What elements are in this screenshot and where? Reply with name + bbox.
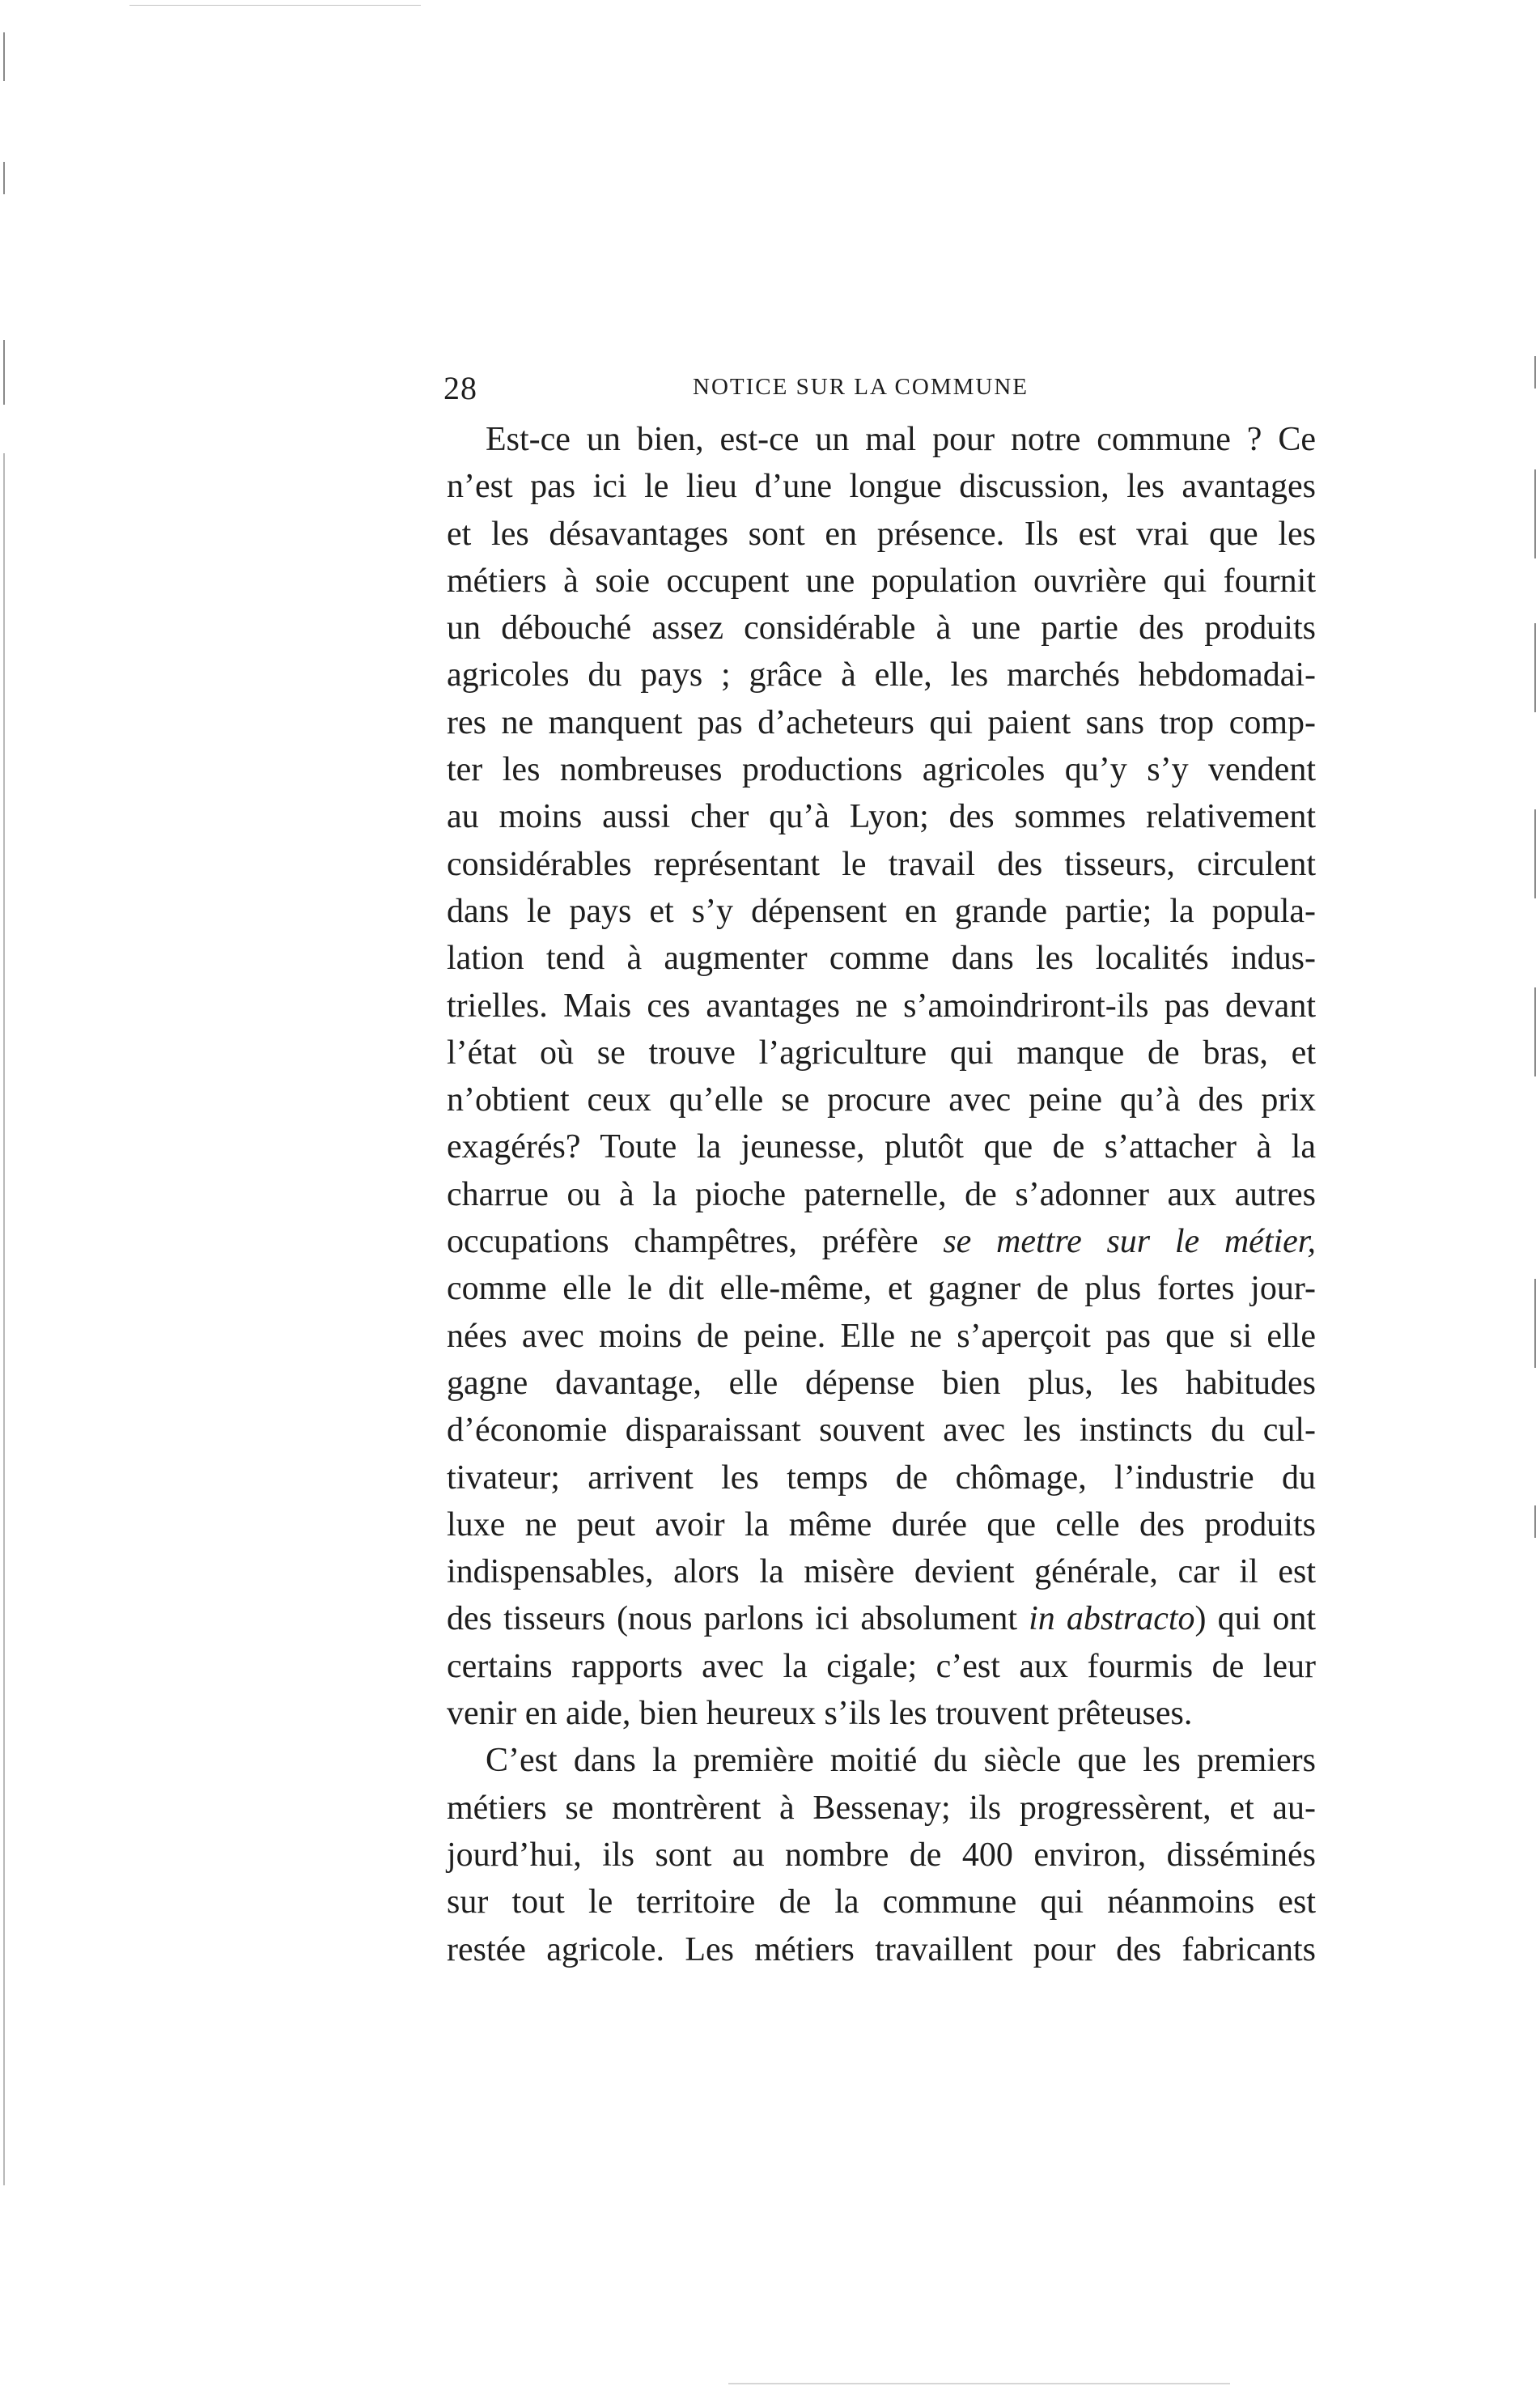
text-line: n’obtient ceux qu’elle se procure avec peine qu’à des prix — [447, 1081, 1316, 1119]
text-line: un débouché assez considérable à une partie des produits — [447, 609, 1316, 648]
running-title: NOTICE SUR LA COMMUNE — [693, 374, 1029, 400]
text-line: métiers à soie occupent une population ouvrière qui fournit — [447, 562, 1316, 600]
text-line: comme elle le dit elle-même, et gagner de plus fortes jour- — [447, 1270, 1316, 1308]
scan-edge-mark — [1534, 987, 1536, 1076]
text-line: et les désavantages sont en présence. Ils est vrai que les — [447, 515, 1316, 553]
scan-edge-mark — [3, 162, 5, 194]
body-text — [447, 416, 1316, 1973]
scan-edge-mark — [1534, 469, 1536, 558]
scan-edge-mark — [3, 340, 5, 405]
text-line: agricoles du pays ; grâce à elle, les marchés hebdomadai- — [447, 656, 1316, 694]
text-line: dans le pays et s’y dépensent en grande partie; la popula- — [447, 892, 1316, 930]
scan-edge-mark — [1534, 356, 1536, 389]
italic-phrase: in abstracto — [1029, 1600, 1195, 1638]
text-segment: des tisseurs (nous parlons ici absolument — [447, 1600, 1029, 1638]
text-line: C’est dans la première moitié du siècle que les premiers — [486, 1742, 1316, 1780]
text-line: nées avec moins de peine. Elle ne s’aperçoit pas que si elle — [447, 1317, 1316, 1355]
text-line: considérables représentant le travail des tisseurs, circulent — [447, 845, 1316, 883]
text-segment: ) qui ont — [1194, 1600, 1316, 1638]
italic-phrase: se mettre sur le métier, — [943, 1223, 1316, 1261]
scan-edge-mark — [728, 2383, 1230, 2384]
scan-edge-mark — [1534, 809, 1536, 898]
text-line: trielles. Mais ces avantages ne s’amoindriront-ils pas devant — [447, 987, 1316, 1025]
text-line-with-italic — [447, 1218, 1316, 1265]
scan-edge-mark — [3, 453, 5, 2185]
text-line: venir en aide, bien heureux s’ils les trouvent prêteuses. — [447, 1695, 1193, 1733]
text-line: indispensables, alors la misère devient générale, car il est — [447, 1553, 1316, 1591]
text-line: certains rapports avec la cigale; c’est aux fourmis de leur — [447, 1647, 1316, 1685]
text-line: au moins aussi cher qu’à Lyon; des sommes relativement — [447, 798, 1316, 836]
scan-edge-mark — [1534, 1505, 1536, 1538]
text-line: ter les nombreuses productions agricoles qu’y s’y vendent — [447, 751, 1316, 789]
scan-edge-mark — [1534, 623, 1536, 712]
scan-edge-mark — [1534, 1279, 1536, 1368]
scan-edge-mark — [3, 32, 5, 81]
text-line: n’est pas ici le lieu d’une longue discussion, les avantages — [447, 468, 1316, 506]
text-line: jourd’hui, ils sont au nombre de 400 environ, disséminés — [447, 1836, 1316, 1874]
text-line: res ne manquent pas d’acheteurs qui paient sans trop comp- — [447, 703, 1316, 741]
page-number: 28 — [443, 370, 477, 406]
text-segment: occupations champêtres, préfère — [447, 1223, 944, 1261]
text-line: charrue ou à la pioche paternelle, de s’adonner aux autres — [447, 1175, 1316, 1213]
text-line: métiers se montrèrent à Bessenay; ils progressèrent, et au- — [447, 1789, 1316, 1827]
text-line: gagne davantage, elle dépense bien plus, les habitudes — [447, 1364, 1316, 1402]
scan-edge-mark — [129, 5, 421, 6]
running-header — [443, 366, 1319, 414]
text-line: luxe ne peut avoir la même durée que celle des produits — [447, 1505, 1316, 1543]
text-line-with-italic — [447, 1595, 1316, 1642]
text-line: tivateur; arrivent les temps de chômage, l’industrie du — [447, 1459, 1316, 1497]
text-line: sur tout le territoire de la commune qui néanmoins est — [447, 1883, 1316, 1921]
text-line: d’économie disparaissant souvent avec les instincts du cul- — [447, 1412, 1316, 1450]
text-line: Est-ce un bien, est-ce un mal pour notre commune ? Ce — [486, 421, 1316, 458]
text-line: restée agricole. Les métiers travaillent pour des fabricants — [447, 1930, 1316, 1968]
text-line: lation tend à augmenter comme dans les localités indus- — [447, 940, 1316, 978]
text-line: exagérés? Toute la jeunesse, plutôt que de s’attacher à la — [447, 1128, 1316, 1166]
text-line: l’état où se trouve l’agriculture qui manque de bras, et — [447, 1034, 1316, 1072]
